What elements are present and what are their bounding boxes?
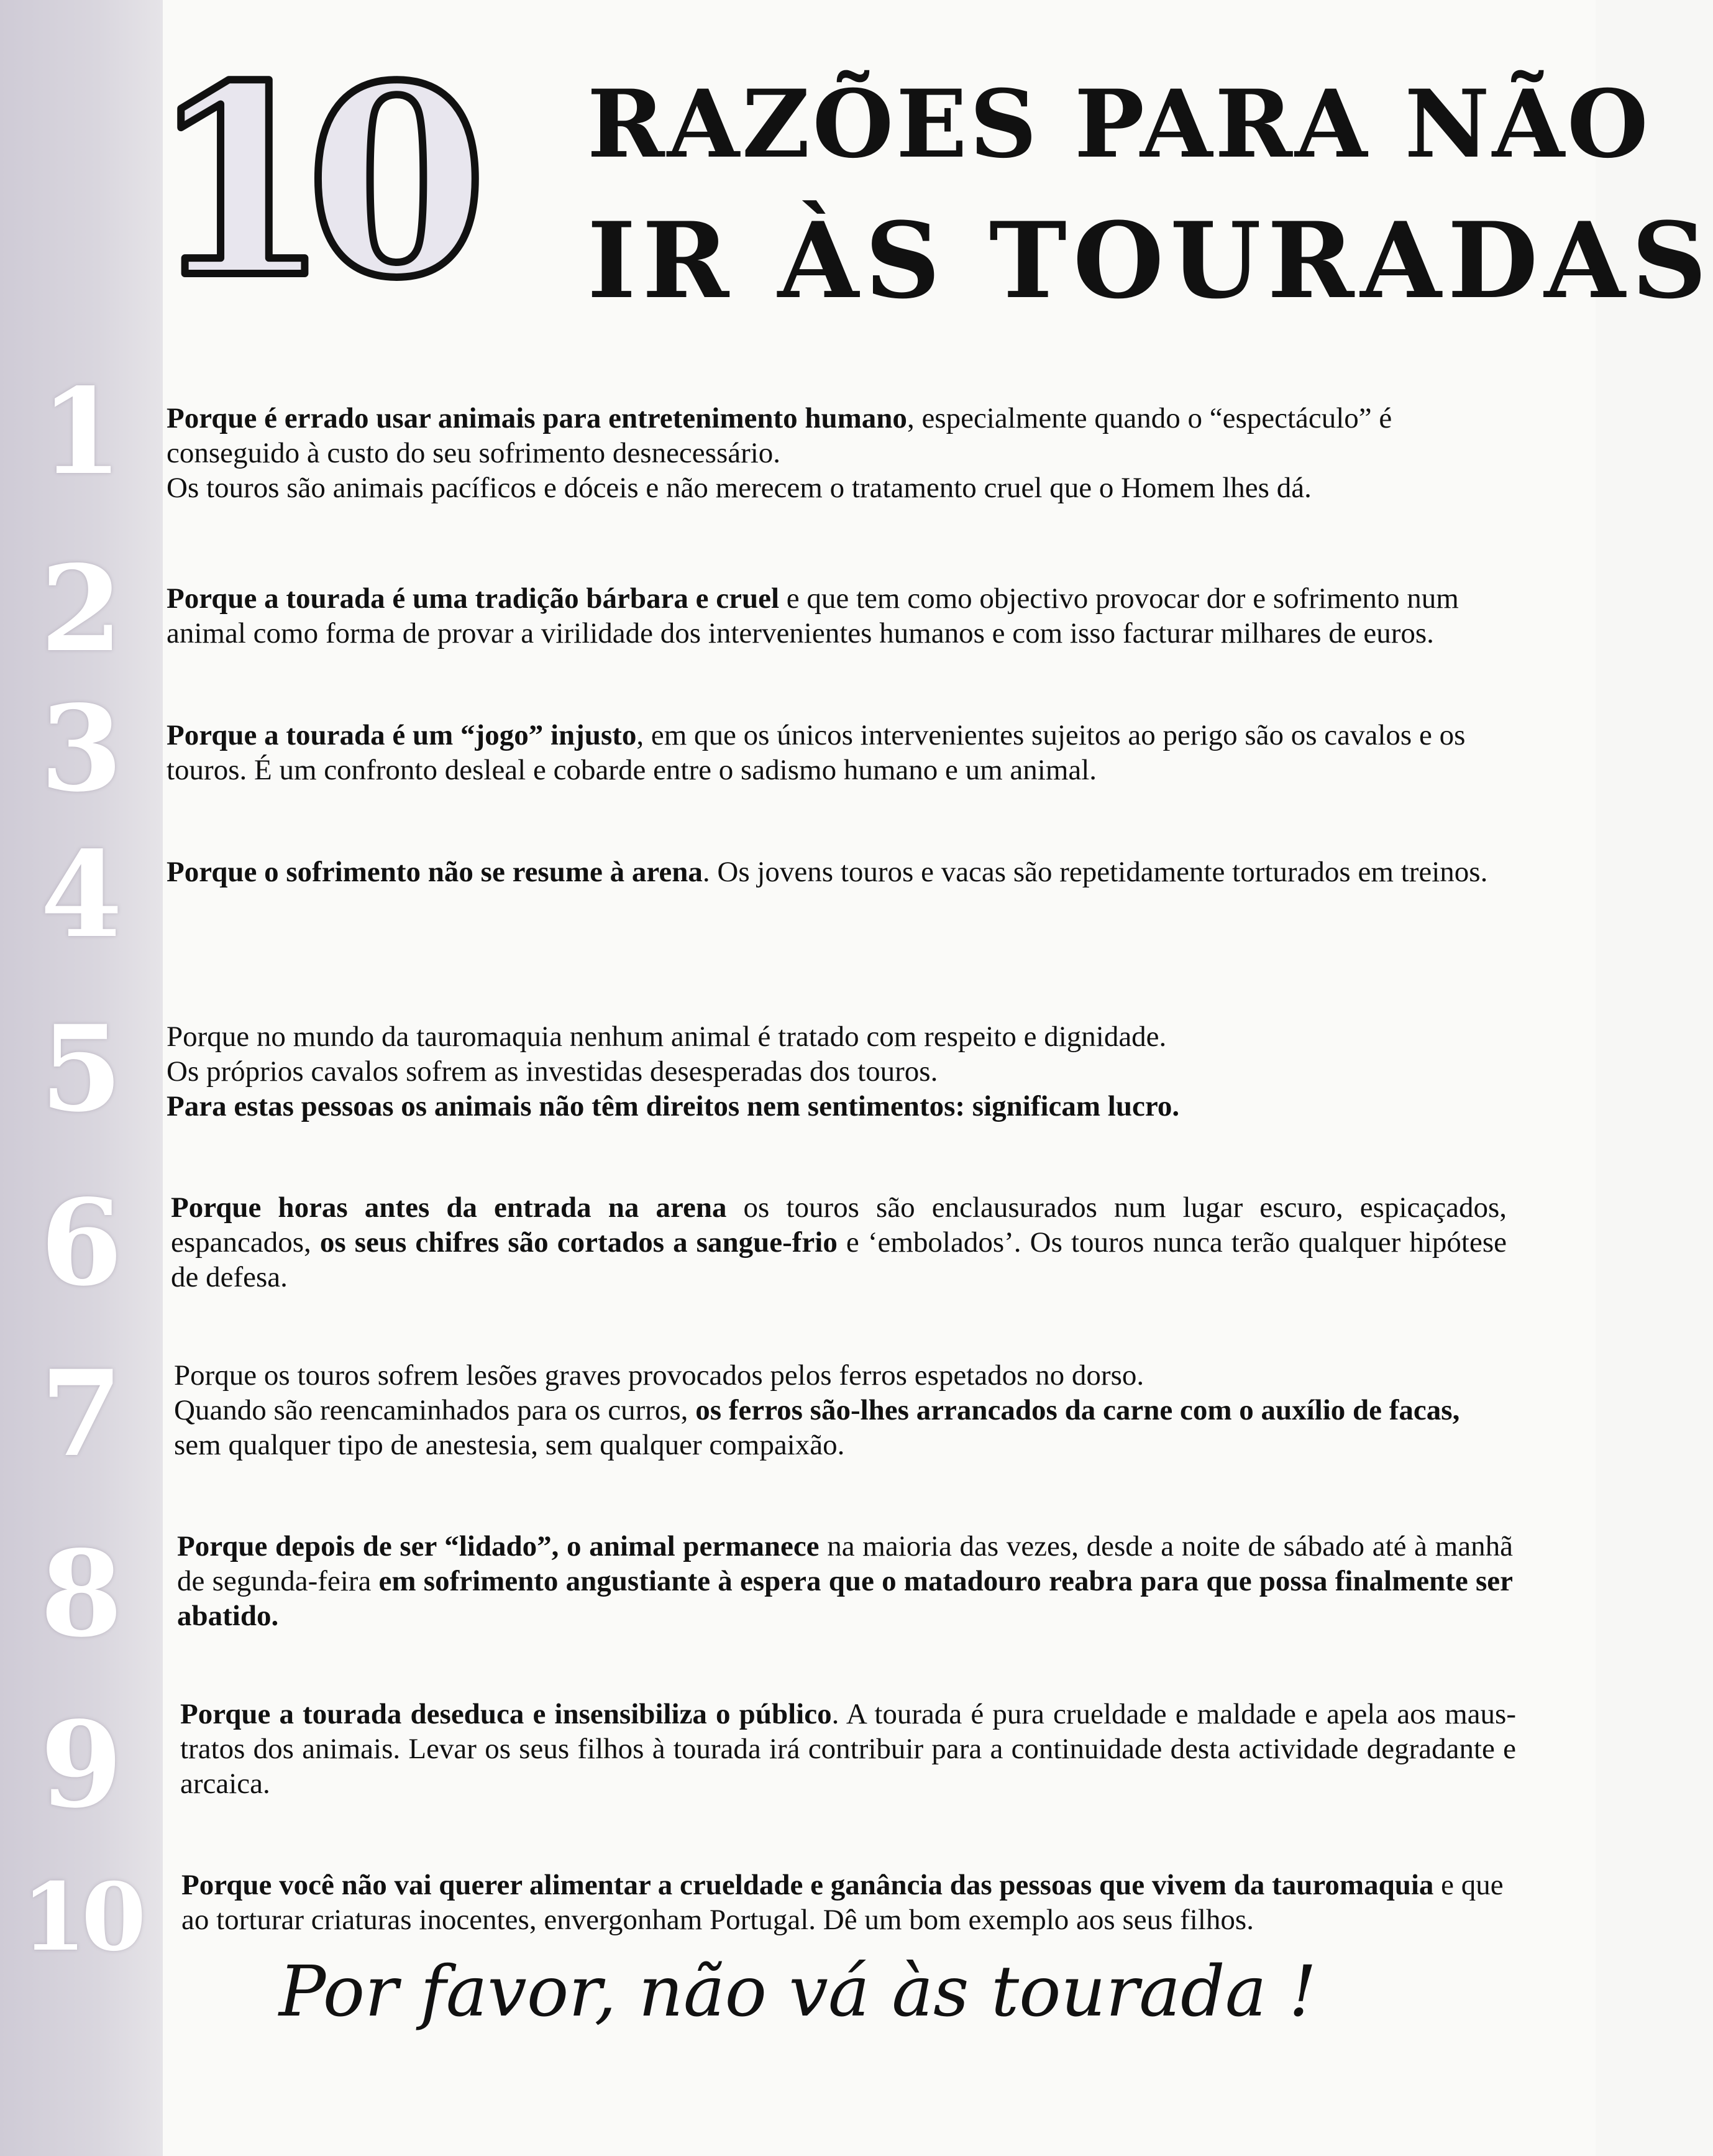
reason-6 <box>171 1190 1507 1295</box>
reason-7-text-2: sem qualquer tipo de anestesia, sem qualquer compaixão. <box>174 1429 845 1461</box>
sidebar-number-8: 8 <box>40 1525 123 1663</box>
reason-2 <box>167 581 1502 651</box>
reason-10-text: e que ao torturar criaturas inocentes, envergonham Portugal. Dê um bom exemplo aos seus filhos. <box>181 1869 1504 1936</box>
reason-2-text: e que tem como objectivo provocar dor e sofrimento num animal como forma de provar a virilidade dos intervenientes humanos e com isso facturar milhares de euros. <box>167 582 1459 649</box>
reason-3-bold: Porque a tourada é um “jogo” injusto <box>167 719 637 751</box>
reason-7-text-1: Quando são reencaminhados para os curros, <box>174 1394 696 1426</box>
reason-10-bold: Porque você não vai querer alimentar a crueldade e ganância das pessoas que vivem da tauromaquia <box>181 1869 1434 1901</box>
reason-4-bold: Porque o sofrimento não se resume à arena <box>167 856 703 888</box>
reason-1-text: , especialmente quando o “espectáculo” é conseguido à custo do seu sofrimento desnecessário. <box>167 402 1392 469</box>
reason-5-line-2: Os próprios cavalos sofrem as investidas desesperadas dos touros. <box>167 1055 938 1088</box>
sidebar-number-7: 7 <box>40 1344 123 1483</box>
reason-7-line-1: Porque os touros sofrem lesões graves provocados pelos ferros espetados no dorso. <box>174 1359 1144 1392</box>
sidebar-number-2: 2 <box>40 539 123 678</box>
sidebar-number-6: 6 <box>40 1173 123 1312</box>
reason-8-text-1: na maioria das vezes, desde a noite de sábado até à manhã de segunda-feira <box>177 1530 1514 1597</box>
reason-3 <box>167 718 1502 787</box>
sidebar-number-9: 9 <box>40 1695 123 1834</box>
page-title-line-1: RAZÕES PARA NÃO <box>587 70 1651 179</box>
sidebar-number-1: 1 <box>40 362 123 501</box>
reason-6-bold-1: Porque horas antes da entrada na arena <box>171 1191 727 1224</box>
big-ten-text: 10 <box>149 29 463 336</box>
footer-appeal: Por favor, não vá às tourada ! <box>278 1952 1317 2032</box>
reason-7 <box>174 1358 1510 1462</box>
big-ten-logo <box>149 29 596 336</box>
sidebar-number-4: 4 <box>40 825 123 964</box>
reason-6-text-1: os touros são enclausurados num lugar escuro, espicaçados, espancados, <box>171 1191 1507 1259</box>
reason-4 <box>167 855 1502 889</box>
sidebar-number-10: 10 <box>21 1863 142 1972</box>
reason-5-line-3-bold: Para estas pessoas os animais não têm direitos nem sentimentos: significam lucro. <box>167 1090 1180 1122</box>
reason-1-second-line: Os touros são animais pacíficos e dóceis e não merecem o tratamento cruel que o Homem lhes dá. <box>167 472 1312 504</box>
reason-1 <box>167 401 1502 505</box>
reason-9-text: . A tourada é pura crueldade e maldade e apela aos maus-tratos dos animais. Levar os seus filhos à tourada irá contribuir para a continuidade desta actividade degradante e arcaica. <box>180 1698 1516 1800</box>
reason-3-text: , em que os únicos intervenientes sujeitos ao perigo são os cavalos e os touros. É um confronto desleal e cobarde entre o sadismo humano e um animal. <box>167 719 1466 786</box>
reason-8 <box>177 1529 1513 1633</box>
reason-7-bold: os ferros são-lhes arrancados da carne com o auxílio de facas, <box>695 1394 1460 1426</box>
numbered-sidebar <box>0 0 163 2156</box>
reason-5 <box>167 1019 1502 1124</box>
reason-6-text-2: e ‘embolados’. Os touros nunca terão qualquer hipótese de defesa. <box>171 1226 1507 1293</box>
reason-10 <box>181 1868 1517 1937</box>
reason-1-bold: Porque é errado usar animais para entretenimento humano <box>167 402 907 434</box>
sidebar-number-5: 5 <box>40 999 123 1138</box>
reason-9-bold: Porque a tourada deseduca e insensibiliza o público <box>180 1698 832 1730</box>
sidebar-number-3: 3 <box>40 679 123 818</box>
reason-5-line-1: Porque no mundo da tauromaquia nenhum animal é tratado com respeito e dignidade. <box>167 1021 1167 1053</box>
reason-2-bold: Porque a tourada é uma tradição bárbara e cruel <box>167 582 780 615</box>
reason-4-text: . Os jovens touros e vacas são repetidamente torturados em treinos. <box>702 856 1488 888</box>
reason-6-bold-2: os seus chifres são cortados a sangue-frio <box>319 1226 838 1259</box>
reason-8-bold-1: Porque depois de ser “lidado”, o animal permanece <box>177 1530 820 1562</box>
reason-9 <box>180 1697 1516 1801</box>
page-title-line-2: IR ÀS TOURADAS <box>587 199 1713 322</box>
reason-8-bold-2: em sofrimento angustiante à espera que o matadouro reabra para que possa finalmente ser abatido. <box>177 1565 1514 1632</box>
